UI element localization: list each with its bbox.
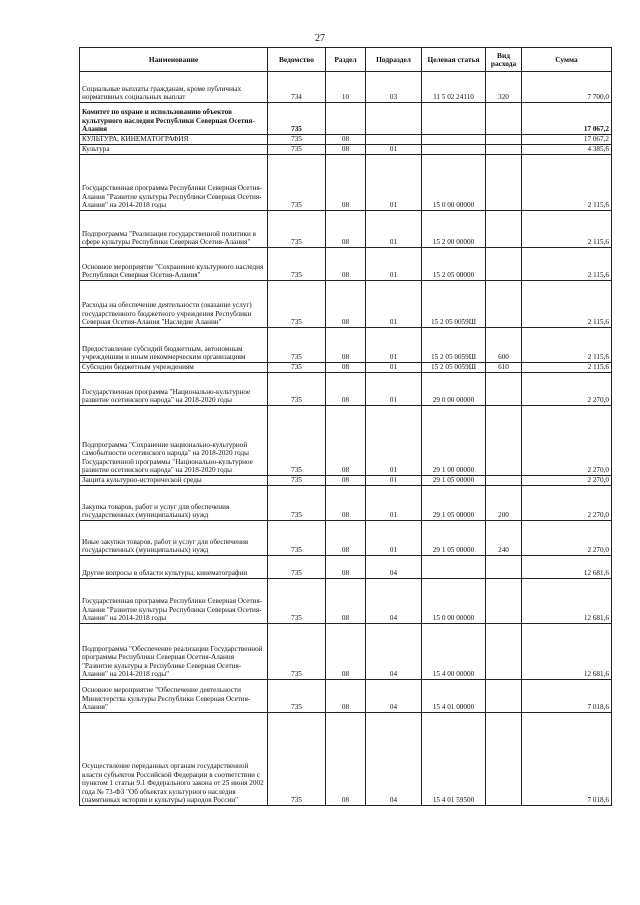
table-cell-sum: 4 385,6 — [522, 145, 612, 155]
table-cell-section: 08 — [326, 713, 366, 806]
table-cell-sum: 2 115,6 — [522, 328, 612, 363]
table-cell-section: 10 — [326, 72, 366, 103]
table-header-row — [80, 48, 612, 72]
table-cell-name: Государственная программа Республики Северная Осетия-Алания "Развитие культуры Республики Северная Осетия-Алания" на 2014-2018 годы — [80, 579, 268, 624]
table-cell-sum: 7 700,0 — [522, 72, 612, 103]
table-cell-name: Государственная программа "Национально-культурное развитие осетинского народа" на 2018-2020 годы — [80, 373, 268, 406]
table-cell-name: Комитет по охране и использованию объектов культурного наследия Республики Северная Осетия-Алания — [80, 103, 268, 135]
table-cell-subsection: 04 — [366, 579, 422, 624]
table-cell-name: Субсидии бюджетным учреждениям — [80, 363, 268, 373]
table-cell-section: 08 — [326, 135, 366, 145]
table-cell-exp-type: 240 — [486, 521, 522, 556]
table-cell-exp-type — [486, 103, 522, 135]
table-cell-target: 15 4 01 00000 — [422, 680, 486, 713]
table-cell-exp-type — [486, 211, 522, 248]
table-cell-sum: 7 018,6 — [522, 713, 612, 806]
table-cell-section: 08 — [326, 556, 366, 579]
table-cell-name: КУЛЬТУРА, КИНЕМАТОГРАФИЯ — [80, 135, 268, 145]
table-row — [80, 363, 612, 373]
table-cell-target — [422, 103, 486, 135]
page-number: 27 — [315, 33, 325, 44]
table-row — [80, 680, 612, 713]
header-exp-type: Вид расхода — [486, 48, 522, 72]
table-cell-target — [422, 556, 486, 579]
table-cell-section: 08 — [326, 680, 366, 713]
table-row — [80, 328, 612, 363]
table-cell-subsection: 04 — [366, 624, 422, 680]
table-cell-subsection: 01 — [366, 281, 422, 328]
table-cell-name: Государственная программа Республики Северная Осетия-Алания "Развитие культуры Республики Северная Осетия-Алания" на 2014-2018 годы — [80, 155, 268, 211]
table-cell-dept: 735 — [268, 713, 326, 806]
table-row — [80, 281, 612, 328]
table-cell-subsection: 01 — [366, 155, 422, 211]
table-cell-target: 29 1 05 00000 — [422, 486, 486, 521]
table-cell-exp-type — [486, 476, 522, 486]
table-row — [80, 579, 612, 624]
table-cell-subsection: 04 — [366, 713, 422, 806]
table-cell-section: 08 — [326, 521, 366, 556]
table-cell-name: Основное мероприятие "Обеспечение деятельности Министерства культуры Республики Северная Осетия-Алания" — [80, 680, 268, 713]
table-cell-name: Подпрограмма "Обеспечение реализации Государственной программы Республики Северная Осетия-Алания "Развитие культуры в Республике Северная Осетия-Алания" на 2014-2018 годы" — [80, 624, 268, 680]
table-row — [80, 135, 612, 145]
table-cell-dept: 735 — [268, 248, 326, 281]
table-cell-name: Основное мероприятие "Сохранение культурного наследия Республики Северная Осетия-Алания" — [80, 248, 268, 281]
table-cell-section: 08 — [326, 248, 366, 281]
table-cell-exp-type — [486, 248, 522, 281]
table-cell-section: 08 — [326, 624, 366, 680]
table-cell-dept: 735 — [268, 328, 326, 363]
table-cell-exp-type — [486, 155, 522, 211]
table-row — [80, 211, 612, 248]
table-cell-dept: 735 — [268, 521, 326, 556]
table-cell-sum: 2 115,6 — [522, 363, 612, 373]
table-cell-name: Культура — [80, 145, 268, 155]
table-cell-section: 08 — [326, 328, 366, 363]
table-cell-exp-type — [486, 579, 522, 624]
table-cell-exp-type — [486, 406, 522, 476]
table-row — [80, 406, 612, 476]
table-cell-exp-type: 320 — [486, 72, 522, 103]
table-cell-dept: 734 — [268, 72, 326, 103]
table-cell-sum: 2 115,6 — [522, 211, 612, 248]
table-cell-sum: 12 681,6 — [522, 624, 612, 680]
table-cell-exp-type — [486, 713, 522, 806]
table-cell-subsection: 01 — [366, 328, 422, 363]
table-cell-subsection — [366, 135, 422, 145]
table-cell-dept: 735 — [268, 363, 326, 373]
table-cell-name: Социальные выплаты гражданам, кроме публичных нормативных социальных выплат — [80, 72, 268, 103]
table-cell-section: 08 — [326, 281, 366, 328]
table-cell-sum: 2 270,0 — [522, 406, 612, 476]
header-section: Раздел — [326, 48, 366, 72]
table-row — [80, 486, 612, 521]
table-cell-exp-type — [486, 556, 522, 579]
table-cell-subsection: 01 — [366, 406, 422, 476]
table-cell-section: 08 — [326, 579, 366, 624]
table-cell-name: Предоставление субсидий бюджетным, автономным учреждениям и иным некоммерческим организациям — [80, 328, 268, 363]
table-cell-subsection: 01 — [366, 248, 422, 281]
table-row — [80, 373, 612, 406]
table-cell-target: 15 2 05 0059Ш — [422, 328, 486, 363]
table-cell-exp-type — [486, 145, 522, 155]
table-cell-dept: 735 — [268, 579, 326, 624]
table-cell-sum: 2 115,6 — [522, 248, 612, 281]
table-cell-target: 15 2 05 00000 — [422, 248, 486, 281]
table-cell-subsection: 01 — [366, 373, 422, 406]
table-cell-sum: 12 681,6 — [522, 556, 612, 579]
table-cell-target: 29 1 00 00000 — [422, 406, 486, 476]
table-cell-name: Иные закупки товаров, работ и услуг для обеспечения государственных (муниципальных) нужд — [80, 521, 268, 556]
table-cell-section: 08 — [326, 476, 366, 486]
table-cell-exp-type — [486, 680, 522, 713]
table-row — [80, 72, 612, 103]
table-cell-target: 11 5 02 24110 — [422, 72, 486, 103]
table-cell-dept: 735 — [268, 281, 326, 328]
table-cell-subsection — [366, 103, 422, 135]
table-cell-target: 15 4 01 59500 — [422, 713, 486, 806]
table-cell-section: 08 — [326, 373, 366, 406]
table-cell-sum: 17 067,2 — [522, 103, 612, 135]
table-cell-target: 29 1 05 00000 — [422, 476, 486, 486]
table-cell-section: 08 — [326, 486, 366, 521]
table-cell-sum: 2 270,0 — [522, 521, 612, 556]
table-cell-target: 15 0 00 00000 — [422, 579, 486, 624]
table-cell-name: Другие вопросы в области культуры, кинематографии — [80, 556, 268, 579]
table-row — [80, 624, 612, 680]
table-cell-target — [422, 135, 486, 145]
table-cell-subsection: 03 — [366, 72, 422, 103]
table-row — [80, 103, 612, 135]
header-subsection: Подраздел — [366, 48, 422, 72]
header-name: Наименование — [80, 48, 268, 72]
table-cell-name: Закупка товаров, работ и услуг для обеспечения государственных (муниципальных) нужд — [80, 486, 268, 521]
table-cell-exp-type — [486, 135, 522, 145]
table-cell-dept: 735 — [268, 476, 326, 486]
table-row — [80, 155, 612, 211]
table-row — [80, 556, 612, 579]
table-cell-subsection: 01 — [366, 363, 422, 373]
table-cell-section — [326, 103, 366, 135]
table-cell-sum: 12 681,6 — [522, 579, 612, 624]
table-cell-name: Подпрограмма "Сохранение национально-культурной самобытности осетинского народа" на 2018-2020 годы Государственной программы "Национально-культурное развитие осетинского народа" на 2018-2020 годы — [80, 406, 268, 476]
table-cell-dept: 735 — [268, 145, 326, 155]
table-row — [80, 145, 612, 155]
table-cell-dept: 735 — [268, 624, 326, 680]
table-cell-section: 08 — [326, 363, 366, 373]
table-cell-subsection: 01 — [366, 476, 422, 486]
table-cell-dept: 735 — [268, 556, 326, 579]
table-row — [80, 521, 612, 556]
table-cell-subsection: 01 — [366, 521, 422, 556]
table-cell-dept: 735 — [268, 155, 326, 211]
table-cell-name: Подпрограмма "Реализация государственной политики в сфере культуры Республики Северная Осетия-Алания" — [80, 211, 268, 248]
table-cell-name: Защита культурно-исторической среды — [80, 476, 268, 486]
table-cell-target: 29 0 00 00000 — [422, 373, 486, 406]
table-cell-sum: 2 270,0 — [522, 476, 612, 486]
table-cell-sum: 2 270,0 — [522, 373, 612, 406]
table-row — [80, 713, 612, 806]
table-cell-target: 15 0 00 00000 — [422, 155, 486, 211]
table-cell-sum: 7 018,6 — [522, 680, 612, 713]
header-sum: Сумма — [522, 48, 612, 72]
header-dept: Ведомство — [268, 48, 326, 72]
table-cell-dept: 735 — [268, 486, 326, 521]
table-cell-subsection: 04 — [366, 680, 422, 713]
table-cell-exp-type: 610 — [486, 363, 522, 373]
budget-table — [79, 47, 612, 806]
table-cell-subsection: 04 — [366, 556, 422, 579]
table-cell-target: 15 2 05 0059Ш — [422, 281, 486, 328]
table-cell-dept: 735 — [268, 680, 326, 713]
table-cell-dept: 735 — [268, 373, 326, 406]
table-cell-dept: 735 — [268, 135, 326, 145]
table-cell-section: 08 — [326, 211, 366, 248]
table-cell-name: Осуществление переданных органам государственной власти субъектов Российской Федерации в соответствии с пунктом 1 статьи 9.1 Федерального закона от 25 июня 2002 года № 73-ФЗ "Об объектах культурного наследия (памятниках истории и культуры) народов России" — [80, 713, 268, 806]
table-cell-dept: 735 — [268, 103, 326, 135]
table-cell-target — [422, 145, 486, 155]
table-cell-target: 29 1 05 00000 — [422, 521, 486, 556]
table-cell-sum: 2 115,6 — [522, 281, 612, 328]
table-cell-target: 15 4 00 00000 — [422, 624, 486, 680]
table-cell-name: Расходы на обеспечение деятельности (оказание услуг) государственного бюджетного учреждения Республики Северная Осетия-Алания "Наследие Алании" — [80, 281, 268, 328]
table-cell-sum: 17 067,2 — [522, 135, 612, 145]
table-cell-section: 08 — [326, 406, 366, 476]
table-cell-subsection: 01 — [366, 145, 422, 155]
table-cell-subsection: 01 — [366, 211, 422, 248]
table-cell-exp-type: 600 — [486, 328, 522, 363]
table-cell-target: 15 2 00 00000 — [422, 211, 486, 248]
header-target: Целевая статья — [422, 48, 486, 72]
table-cell-subsection: 01 — [366, 486, 422, 521]
table-row — [80, 476, 612, 486]
table-cell-target: 15 2 05 0059Ш — [422, 363, 486, 373]
table-cell-exp-type: 200 — [486, 486, 522, 521]
table-cell-sum: 2 270,0 — [522, 486, 612, 521]
table-cell-dept: 735 — [268, 406, 326, 476]
table-row — [80, 248, 612, 281]
table-cell-exp-type — [486, 281, 522, 328]
table-cell-sum: 2 115,6 — [522, 155, 612, 211]
table-cell-dept: 735 — [268, 211, 326, 248]
table-cell-section: 08 — [326, 155, 366, 211]
table-cell-section: 08 — [326, 145, 366, 155]
table-cell-exp-type — [486, 373, 522, 406]
table-cell-exp-type — [486, 624, 522, 680]
